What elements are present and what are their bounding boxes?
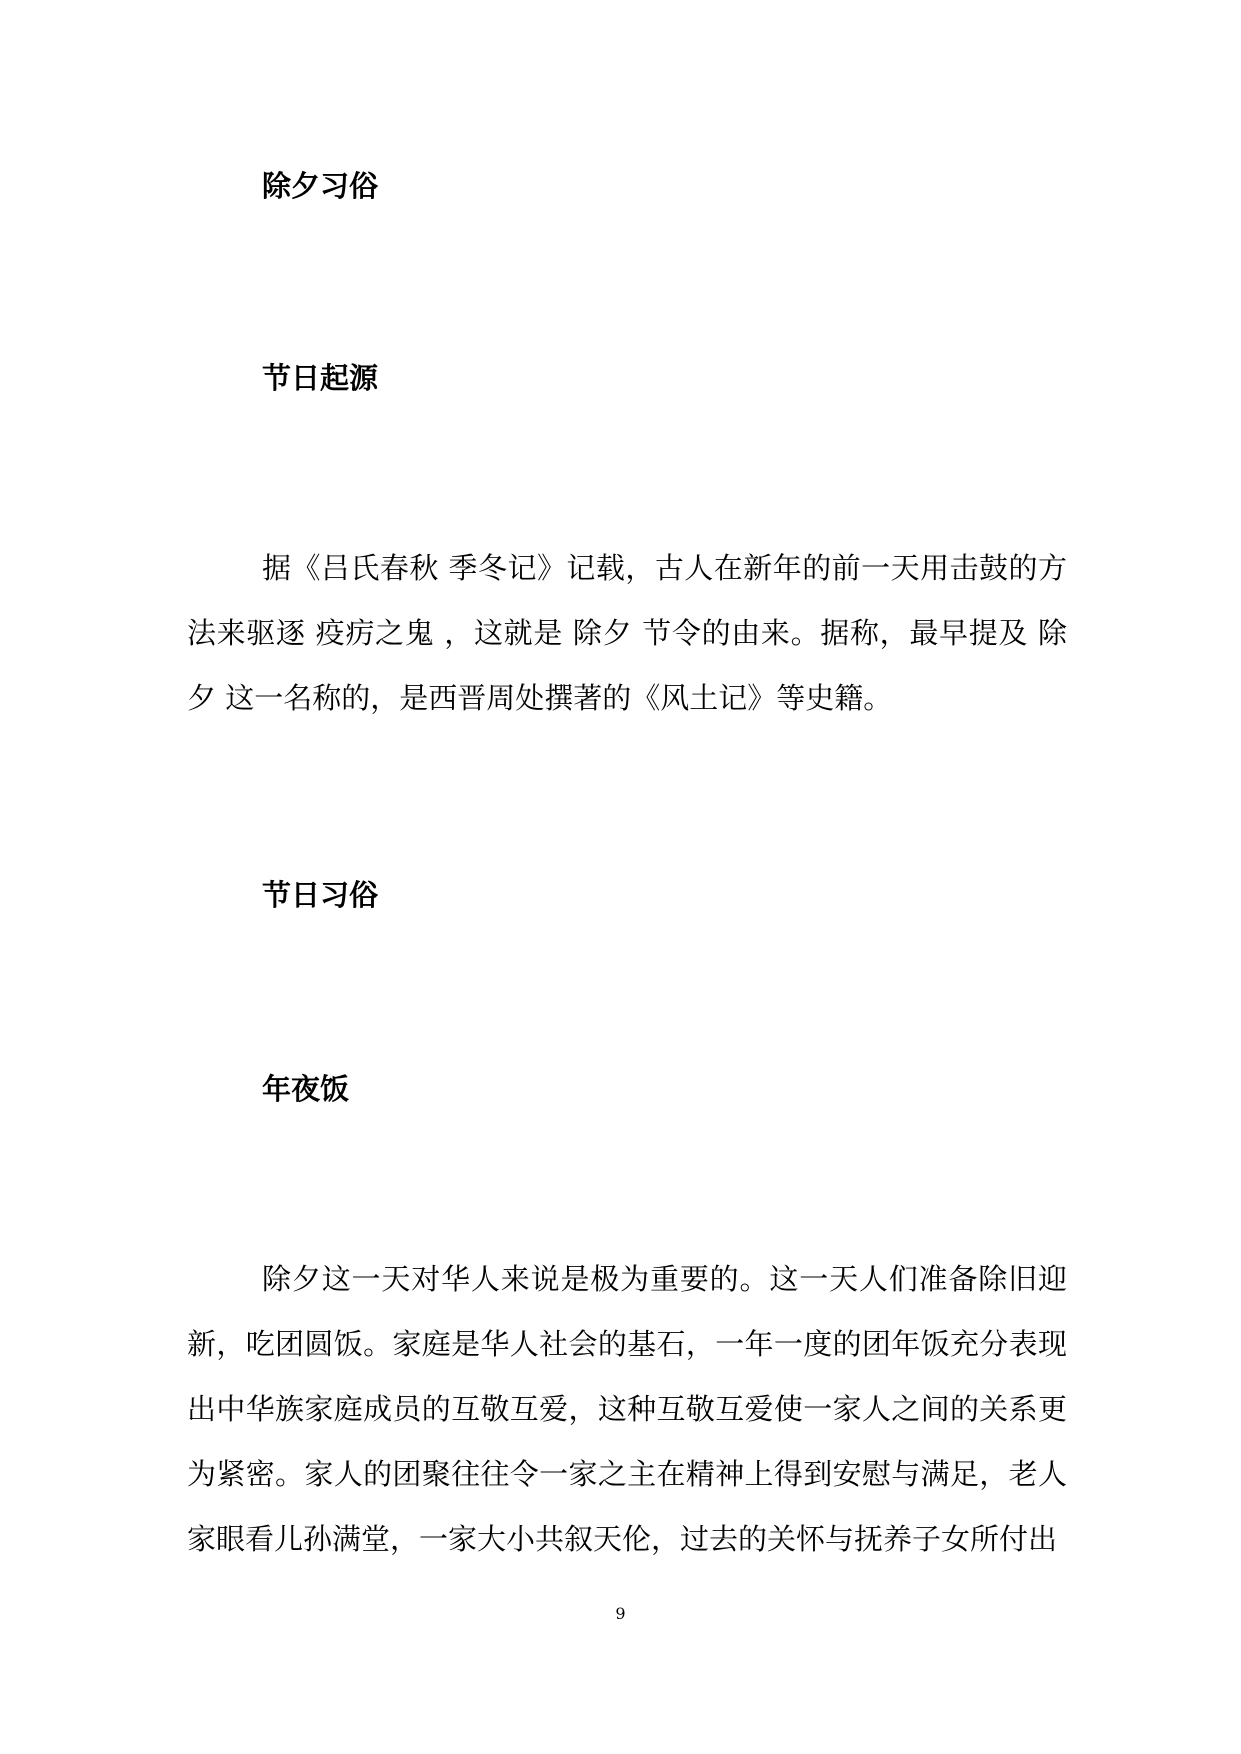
page-number: 9 (615, 1604, 626, 1623)
subheading-new-year-eve-dinner: 年夜饭 (262, 1072, 350, 1106)
paragraph-new-year-eve-dinner: 除夕这一天对华人来说是极为重要的。这一天人们准备除旧迎新，吃团圆饭。家庭是华人社会的基石，一年一度的团年饭充分表现出中华族家庭成员的互敬互爱，这种互敬互爱使一家人之间的关系更为紧密。家人的团聚往往令一家之主在精神上得到安慰与满足，老人家眼看儿孙满堂，一家大小共叙天伦，过去的关怀与抚养子女所付出 (187, 1262, 1067, 1556)
page-title: 除夕习俗 (262, 169, 379, 203)
section-heading-customs: 节日习俗 (262, 878, 379, 912)
paragraph-origin: 据《吕氏春秋 季冬记》记载，古人在新年的前一天用击鼓的方法来驱逐 疫疠之鬼 ，这就是 除夕 节令的由来。据称，最早提及 除夕 这一名称的，是西晋周处撰著的《风土记》等史籍。 (187, 551, 1067, 715)
section-heading-origin: 节日起源 (262, 361, 379, 395)
